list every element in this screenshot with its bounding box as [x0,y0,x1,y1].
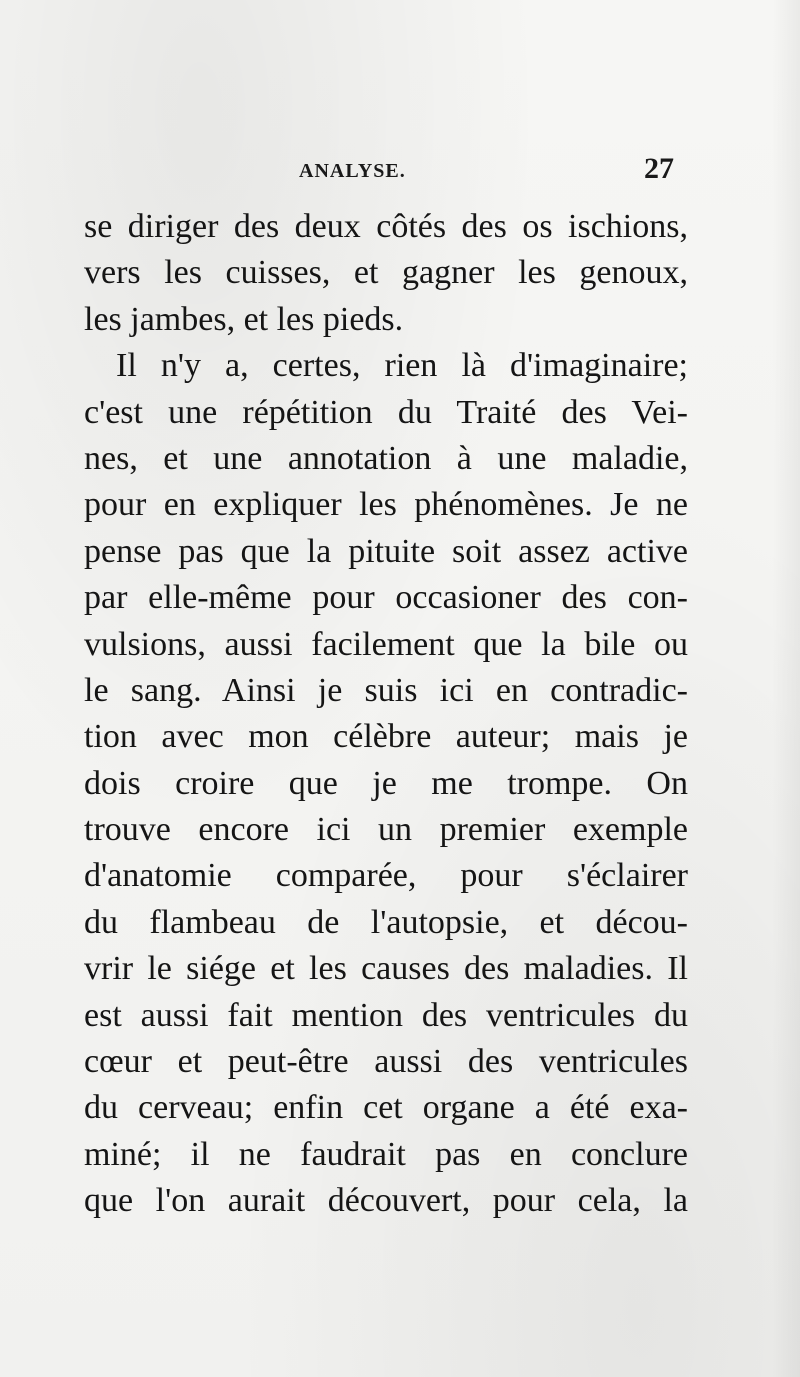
page-header [84,150,684,200]
text-line: vrir le siége et les causes des maladies. Il [84,950,688,988]
text-line: dois croire que je me trompe. On [84,764,688,802]
text-line: tion avec mon célèbre auteur; mais je [84,718,688,756]
text-line: est aussi fait mention des ventricules du [84,996,688,1034]
text-line: vers les cuisses, et gagner les genoux, [84,254,688,292]
text-line: pour en expliquer les phénomènes. Je ne [84,486,688,524]
body-text [84,204,688,1225]
text-line: que l'on aurait découvert, pour cela, la [84,1182,688,1220]
text-line: d'anatomie comparée, pour s'éclairer [84,857,688,895]
text-line: se diriger des deux côtés des os ischions, [84,208,688,245]
text-line: pense pas que la pituite soit assez active [84,532,688,570]
running-title: ANALYSE. [299,160,406,182]
paragraph-start-line: Il n'y a, certes, rien là d'imaginaire; [116,347,688,385]
page-edge-shadow [772,0,800,1377]
text-line: cœur et peut-être aussi des ventricules [84,1043,688,1081]
text-line: du cerveau; enfin cet organe a été exa- [84,1089,688,1127]
text-line: c'est une répétition du Traité des Vei- [84,393,688,431]
text-line: par elle-même pour occasioner des con- [84,579,688,617]
text-line: le sang. Ainsi je suis ici en contradic- [84,671,688,709]
text-line: miné; il ne faudrait pas en conclure [84,1135,688,1173]
text-line: du flambeau de l'autopsie, et décou- [84,903,688,941]
text-line: trouve encore ici un premier exemple [84,811,688,849]
page-number: 27 [644,152,674,185]
text-line: les jambes, et les pieds. [84,300,404,338]
text-line: nes, et une annotation à une maladie, [84,439,688,477]
text-line: vulsions, aussi facilement que la bile ou [84,625,688,663]
